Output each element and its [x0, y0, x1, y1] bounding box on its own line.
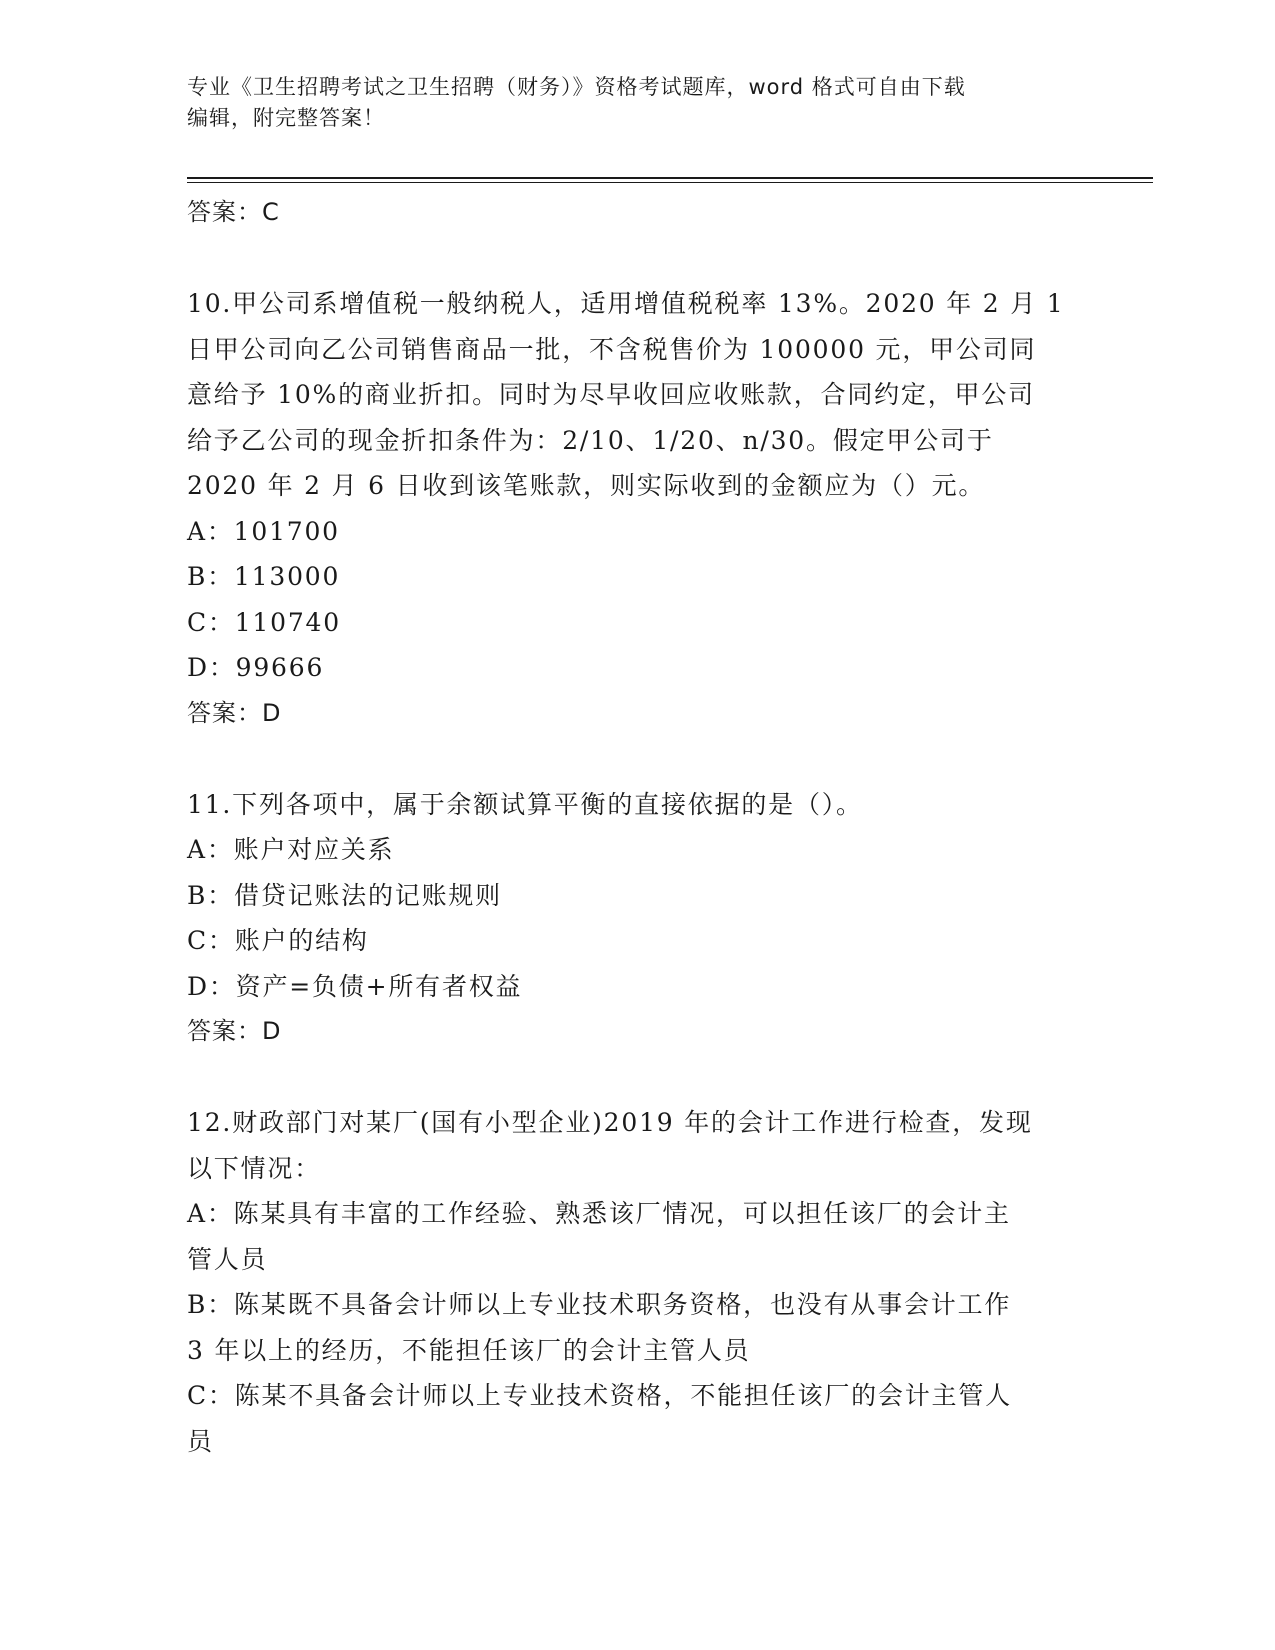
- option-b-continued: 3 年以上的经历，不能担任该厂的会计主管人员: [187, 1335, 751, 1365]
- question-text-line: 给予乙公司的现金折扣条件为：2/10、1/20、n/30。假定甲公司于: [187, 425, 994, 455]
- option-c: C：陈某不具备会计师以上专业技术资格，不能担任该厂的会计主管人: [187, 1381, 1012, 1410]
- document-header: [187, 72, 1067, 134]
- option-d: D：99666: [187, 653, 325, 682]
- question-12: [187, 1100, 1087, 1464]
- option-b: B：陈某既不具备会计师以上专业技术职务资格，也没有从事会计工作: [187, 1290, 1012, 1319]
- option-b: B：借贷记账法的记账规则: [187, 880, 502, 910]
- question-11: [187, 782, 1087, 1055]
- option-c: C：110740: [187, 607, 341, 637]
- header-rule-thin: [187, 182, 1153, 183]
- question-content: [187, 190, 1087, 1464]
- option-a-continued: 管人员: [187, 1244, 268, 1274]
- question-10: [187, 281, 1087, 736]
- previous-answer: 答案：C: [187, 198, 280, 226]
- question-text-line: 11.下列各项中，属于余额试算平衡的直接依据的是（）。: [187, 789, 863, 819]
- question-text-line: 2020 年 2 月 6 日收到该笔账款，则实际收到的金额应为（）元。: [187, 471, 986, 500]
- spacer: [187, 736, 1087, 782]
- question-text-line: 日甲公司向乙公司销售商品一批，不含税售价为 100000 元，甲公司同: [187, 334, 1037, 364]
- option-c: C：账户的结构: [187, 926, 369, 955]
- header-rule-thick: [187, 177, 1153, 179]
- spacer: [187, 1055, 1087, 1101]
- option-a: A：101700: [187, 516, 340, 546]
- option-d: D：资产=负债+所有者权益: [187, 971, 523, 1001]
- answer-label: 答案：D: [187, 1017, 282, 1045]
- option-a: A：陈某具有丰富的工作经验、熟悉该厂情况，可以担任该厂的会计主: [187, 1199, 1011, 1228]
- header-line-2: 编辑，附完整答案！: [187, 106, 385, 130]
- option-a: A：账户对应关系: [187, 835, 395, 864]
- answer-label: 答案：D: [187, 698, 282, 727]
- question-text-line: 12.财政部门对某厂(国有小型企业)2019 年的会计工作进行检查，发现: [187, 1108, 1033, 1137]
- question-text-line: 意给予 10%的商业折扣。同时为尽早收回应收账款，合同约定，甲公司: [187, 380, 1035, 409]
- question-text-line: 10.甲公司系增值税一般纳税人，适用增值税税率 13%。2020 年 2 月 1: [187, 289, 1065, 318]
- question-text-line: 以下情况：: [187, 1153, 322, 1183]
- option-b: B：113000: [187, 562, 341, 591]
- spacer: [187, 236, 1087, 282]
- option-c-continued: 员: [187, 1426, 214, 1456]
- header-line-1: 专业《卫生招聘考试之卫生招聘（财务）》资格考试题库，word 格式可自由下载: [187, 75, 966, 99]
